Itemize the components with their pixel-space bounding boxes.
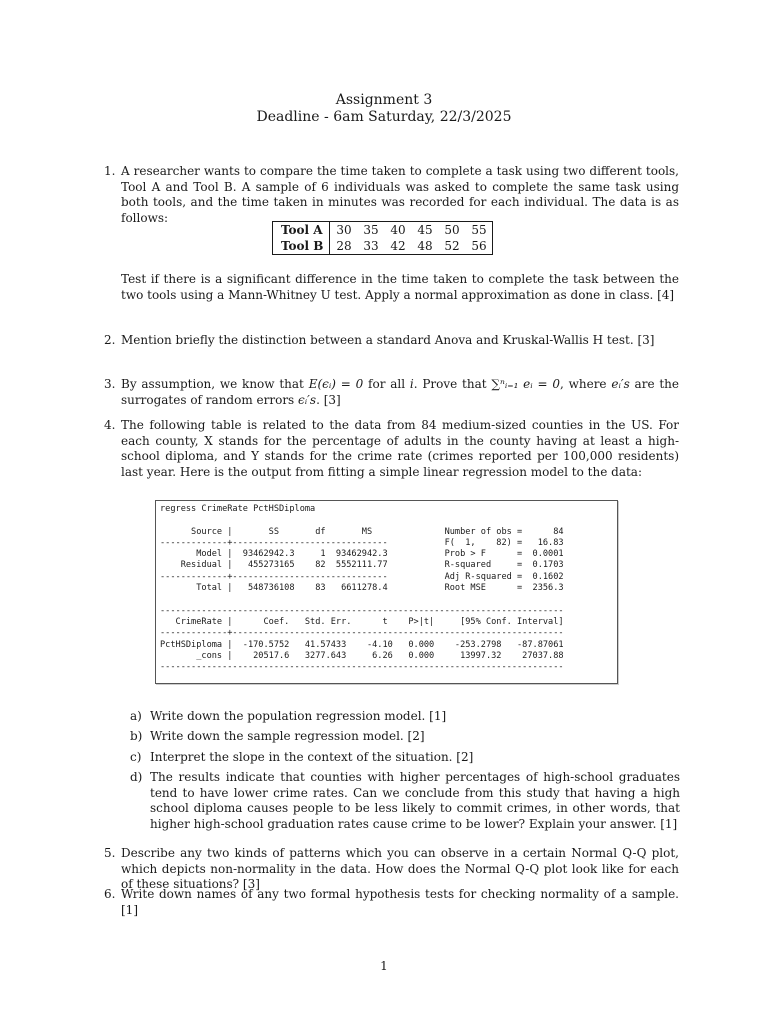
row-label: Tool B [273,238,330,255]
question-4c [130,750,680,766]
regression-output: regress CrimeRate PctHSDiploma Source | SS df MS Number of obs = 84 -------------+------------------------------ F( 1, 82) = 16.83 Model | 93462942.3 1 93462942.3 Prob > F = 0.0001 Residual | 455273165 82 5552111.77 R-squared = 0.1703 -------------+------------------------------ Adj R-squared = 0.1602 Total | 548736108 83 6611278.4 Root MSE = 2356.3 ------------------------------------------------------------------------------ CrimeRate | Coef. Std. Err. t P>|t| [95% Conf. Interval] -------------+---------------------------------------------------------------- PctHSDiploma | -170.5752 41.57433 -4.10 0.000 -253.2798 -87.87061 _cons | 20517.6 3277.643 6.26 0.000 13997.32 27037.88 ------------------------------------------------------------------------------ [155,500,618,684]
question-6-text: Write down names of any two formal hypothesis tests for checking normality of a sample. [1] [121,887,679,917]
assignment-title: Assignment 3 [335,92,433,108]
question-5 [104,846,679,893]
question-number: 4. [104,418,116,432]
question-4a [130,709,680,725]
question-1 [104,164,679,226]
table-cell: 55 [471,223,487,237]
question-number: 1. [104,164,116,178]
question-4d [130,770,680,832]
part-label: c) [130,750,142,764]
title-block [0,92,768,126]
math-expression: E(ϵᵢ) = 0 [308,377,364,391]
tool-times-table [272,221,493,255]
question-number: 2. [104,333,116,347]
page-number: 1 [380,959,388,973]
table-cell: 30 [336,223,352,237]
question-1-intro: A researcher wants to compare the time taken to complete a task using two different tools, Tool A and Tool B. A sample of 6 individuals was asked to complete the same task using both tools, and the time taken in minutes was recorded for each individual. The data is as follows: [121,164,679,225]
table-cell: 40 [390,223,406,237]
table-cell: 52 [444,239,460,253]
table-cell: 48 [417,239,433,253]
question-4b [130,729,680,745]
question-3-text: By assumption, we know that E(ϵᵢ) = 0 for all i. Prove that ∑ⁿᵢ₌₁ eᵢ = 0, where eᵢ′s are the surrogates of random errors ϵᵢ′s. [3] [121,377,679,407]
table-cell: 35 [363,223,379,237]
question-number: 5. [104,846,116,860]
question-6 [104,887,679,918]
part-label: b) [130,729,143,743]
part-text: The results indicate that counties with higher percentages of high-school graduates tend to have lower crime rates. Can we conclude from this study that having a high school diploma causes people to be less likely to commit crimes, in other words, that higher high-school graduation rates cause crime to be lower? Explain your answer. [1] [150,770,680,831]
table-cell: 45 [417,223,433,237]
table-cell: 33 [363,239,379,253]
deadline: Deadline - 6am Saturday, 22/3/2025 [256,109,512,125]
math-expression: eᵢ′s [611,377,630,391]
question-1-task: Test if there is a significant difference in the time taken to complete the task between the two tools using a Mann-Whitney U test. Apply a normal approximation as done in class. [4] [121,272,679,302]
table-cell: 56 [471,239,487,253]
table-cell: 42 [390,239,406,253]
table-row [273,238,493,255]
question-4-intro: The following table is related to the data from 84 medium-sized counties in the US. For each county, X stands for the percentage of adults in the county having at least a high-school diploma, and Y stands for the crime rate (crimes reported per 100,000 residents) last year. Here is the output from fitting a simple linear regression model to the data: [121,418,679,479]
question-2 [104,333,679,349]
question-5-text: Describe any two kinds of patterns which you can observe in a certain Normal Q-Q plot, which depicts non-normality in the data. How does the Normal Q-Q plot look like for each of these situations? [3] [121,846,679,891]
part-label: d) [130,770,143,784]
part-label: a) [130,709,142,723]
table-cell: 28 [336,239,352,253]
math-expression: ϵᵢ′s [298,392,317,407]
question-3 [104,377,679,408]
question-4 [104,418,679,480]
part-text: Write down the population regression model. [1] [150,709,447,723]
table-cell: 50 [444,223,460,237]
question-number: 6. [104,887,116,901]
row-label: Tool A [273,222,330,239]
part-text: Write down the sample regression model. [2] [150,729,425,743]
part-text: Interpret the slope in the context of the situation. [2] [150,750,474,764]
question-2-text: Mention briefly the distinction between a standard Anova and Kruskal-Wallis H test. [3] [121,333,655,347]
table-row [273,222,493,239]
math-expression: i [409,377,414,391]
math-expression: ∑ⁿᵢ₌₁ eᵢ = 0 [491,377,560,391]
question-number: 3. [104,377,116,391]
